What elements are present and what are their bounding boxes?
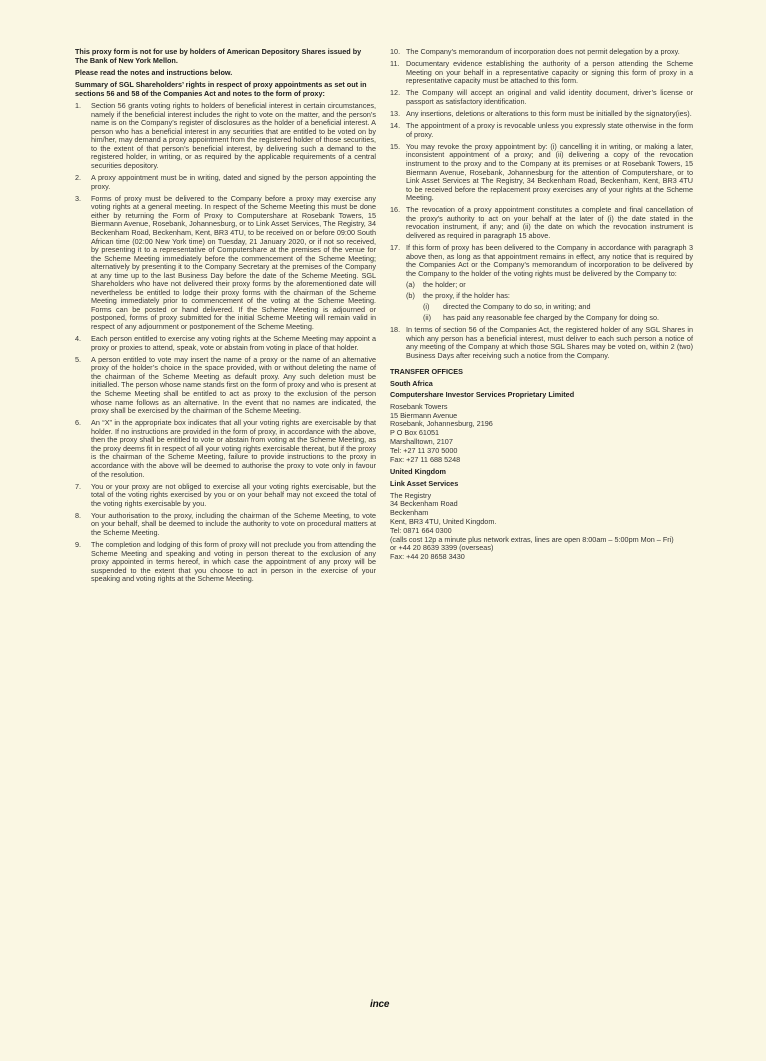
- uk-company: Link Asset Services: [390, 479, 459, 489]
- uk-heading: United Kingdom: [390, 467, 446, 477]
- address-line: Rosebank Towers: [390, 401, 448, 411]
- note-number: 12.: [390, 88, 401, 98]
- note-item: [75, 356, 376, 416]
- note-text: Section 56 grants voting rights to holders of beneficial interest in certain circumstances, namely if the beneficial interest includes the right to vote on the matter, and the person’s name is on the Company’s register of disclosures as the holder of a beneficial interest. A person who has a beneficial interest in any securities that are entitled to be voted on by him/her, may demand a proxy appointment from the registered holder of those securities, to the extent of that person’s beneficial interest, by delivering such a demand to the registered holder, in writing, or as required by the applicable requirements of a central securities depository.: [91, 101, 376, 170]
- note-number: 1.: [75, 101, 82, 111]
- note-number: 17.: [390, 243, 401, 253]
- sa-address: [390, 403, 693, 465]
- intro-line-1: This proxy form is not for use by holders of American Depository Shares issued by The Bank of New York Mellon.: [75, 47, 362, 65]
- note-item: [75, 512, 376, 538]
- note-item: [75, 419, 376, 479]
- note-text: You or your proxy are not obliged to exercise all your voting rights exercisable, but the total of the voting rights exercised by you or on your behalf may not exceed the total of the voting rights exercisable by you.: [91, 481, 376, 508]
- note-item: [390, 122, 693, 139]
- address-line: Fax: +27 11 688 5248: [390, 454, 461, 464]
- note-number: 6.: [75, 418, 82, 428]
- subsub-text: has paid any reasonable fee charged by the Company for doing so.: [443, 312, 660, 322]
- sub-item: [406, 292, 693, 301]
- note-number: 9.: [75, 540, 82, 550]
- address-line: Fax: +44 20 8658 3430: [390, 552, 465, 562]
- address-line: Marshalltown, 2107: [390, 437, 453, 447]
- note-item: [75, 541, 376, 584]
- note-text: The Company’s memorandum of incorporation does not permit delegation by a proxy.: [406, 47, 680, 56]
- note-number: 11.: [390, 59, 400, 69]
- address-line: or +44 20 8639 3399 (overseas): [390, 543, 494, 553]
- sa-company: Computershare Investor Services Proprietary Limited: [390, 390, 575, 400]
- subsub-label: (i): [423, 301, 430, 311]
- note-text: Documentary evidence establishing the authority of a person attending the Scheme Meeting on your behalf in a representative capacity or signing this form of proxy in a representative capacity must be attached to this form.: [406, 59, 693, 86]
- address-line: 34 Beckenham Road: [390, 499, 458, 509]
- sub-label: (a): [406, 279, 415, 289]
- note-number: 10.: [390, 47, 401, 56]
- sa-heading: South Africa: [390, 378, 433, 388]
- address-line: 15 Biermann Avenue: [390, 410, 458, 420]
- note-text: Forms of proxy must be delivered to the Company before a proxy may exercise any voting rights at a general meeting. In respect of the Scheme Meeting this must be done either by returning the Form of Proxy to Computershare at Rosebank Towers, 15 Biermann Avenue, Rosebank, Johannesburg, or to Link Asset Services, The Registry, 34 Beckenham Road, Beckenham, Kent, BR3 4TU, to be received on or before 09:00 South African time (02:00 New York time) on Tuesday, 21 January 2020, or if not so received, by presenting it to a representative of Computershare at the premises of the venue for the Scheme Meeting immediately before the commencement of the Scheme Meeting; alternatively by presenting it to the Company Secretary at the premises of the Company at any time up to the last Business Day before the date of the Scheme Meeting. SGL Shareholders who have not delivered their proxy forms by the aforementioned date will nevertheless be entitled to lodge their proxy forms with the chairman of the Scheme Meeting immediately prior to commencement of the voting at the Scheme Meeting. Forms can be posted or hand delivered. If the Scheme Meeting is adjourned or postponed, forms of proxy submitted for the initial Scheme Meeting will remain valid in respect of any adjournment or postponement of the Scheme Meeting.: [91, 193, 376, 331]
- note-text: The Company will accept an original and valid identity document, driver’s license or passport as satisfactory identification.: [406, 88, 693, 106]
- note-item: [390, 60, 693, 86]
- sub-text: the proxy, if the holder has:: [423, 290, 510, 300]
- note-number: 18.: [390, 325, 401, 335]
- note-number: 7.: [75, 481, 82, 491]
- address-line: P O Box 61051: [390, 428, 440, 438]
- sub-item: [406, 281, 693, 290]
- note-item: [390, 48, 693, 57]
- address-line: Beckenham: [390, 508, 429, 518]
- note-text: In terms of section 56 of the Companies Act, the registered holder of any SGL Shares in which any person has a beneficial interest, must deliver to each such person a notice of any meeting of the Company at which those SGL Shares may be voted on, within 2 (two) Business Days after receiving such a notice from the Company.: [406, 325, 693, 360]
- subsub-text: directed the Company to do so, in writing; and: [443, 301, 591, 311]
- subsub-label: (ii): [423, 312, 432, 322]
- note-sublist: [406, 281, 693, 323]
- note-body: [406, 244, 693, 322]
- note-number: 3.: [75, 193, 82, 203]
- note-text: A proxy appointment must be in writing, dated and signed by the person appointing the proxy.: [91, 173, 376, 191]
- note-item: [390, 143, 693, 203]
- note-text: An “X” in the appropriate box indicates that all your voting rights are exercisable by that holder. If no instructions are provided in the form of proxy, in accordance with the above, then the proxy shall be entitled to vote or abstain from voting at the Scheme Meeting, as the proxy deems fit in respect of all your voting rights exercisable thereat, but if the proxy is the chairman of the Scheme Meeting, failure to provide instructions to the proxy in accordance with the above will be deemed to authorise the proxy to vote only in favour of the resolution.: [91, 418, 376, 479]
- note-number: 2.: [75, 173, 82, 183]
- sub-label: (b): [406, 290, 415, 300]
- address-line: (calls cost 12p a minute plus network extras, lines are open 8:00am – 5:00pm Mon – Fri): [390, 534, 674, 544]
- address-line: The Registry: [390, 490, 432, 500]
- address-line: Rosebank, Johannesburg, 2196: [390, 419, 493, 429]
- intro: [75, 48, 376, 98]
- note-text: The revocation of a proxy appointment constitutes a complete and final cancellation of the proxy’s authority to act on your behalf at the later of (i) the date stated in the revocation instrument, if any; and (ii) the date on which the revocation instrument is delivered as required in paragraph 15 above.: [406, 205, 693, 240]
- note-number: 15.: [390, 141, 401, 151]
- note-number: 16.: [390, 205, 401, 215]
- notes-list-left: [75, 102, 376, 584]
- uk-address: [390, 492, 693, 562]
- intro-line-3: Summary of SGL Shareholders’ rights in respect of proxy appointments as set out in sections 56 and 58 of the Companies Act and notes to the form of proxy:: [75, 80, 367, 98]
- note-text: A person entitled to vote may insert the name of a proxy or the name of an alternative proxy of the holder’s choice in the space provided, with or without deleting the name of the chairman of the Scheme Meeting as default proxy. Any such deletion must be initialled. The person whose name stands first on the form of proxy and who is present at the Scheme Meeting shall be entitled to act as proxy to the exclusion of the person whose name follows as an alternative. In the event that no names are indicated, the proxy shall be exercised by the chairman of the Scheme Meeting.: [91, 354, 376, 416]
- note-text: If this form of proxy has been delivered to the Company in accordance with paragraph 3 above then, as long as that appointment remains in effect, any notice that is required by the Companies Act or the Company’s memorandum of incorporation to be delivered by the Company to the holder of the voting rights must be delivered by the Company to:: [406, 243, 693, 278]
- note-item: [390, 110, 693, 119]
- note-text: The completion and lodging of this form of proxy will not preclude you from attending the Scheme Meeting and speaking and voting in person thereat to the exclusion of any proxy appointed in terms hereof, in which case the appointment of any proxy will be suspended to the extent that you choose to act in person in the exercise of your speaking and voting rights at the Scheme Meeting.: [91, 540, 376, 584]
- note-item: [390, 89, 693, 106]
- note-text: You may revoke the proxy appointment by: (i) cancelling it in writing, or making a later, inconsistent appointment of a proxy; and (ii) delivering a copy of the revocation instrument to the proxy and to the Company at its premises or at Rosebank Towers, 15 Biermann Avenue, Rosebank, Johannesburg for the attention of Computershare, or to Link Asset Services at The Registry, 34 Beckenham Road, Beckenham, Kent, BR3 4TU to be received before the replacement proxy exercises any of your rights at the Scheme Meeting.: [406, 141, 693, 203]
- address-line: Kent, BR3 4TU, United Kingdom.: [390, 516, 497, 526]
- note-item: [390, 206, 693, 240]
- note-item: [75, 174, 376, 191]
- note-text: Any insertions, deletions or alterations to this form must be initialled by the signatory(ies).: [406, 109, 692, 119]
- note-number: 8.: [75, 510, 82, 520]
- note-number: 13.: [390, 109, 401, 119]
- address-line: Tel: 0871 664 0300: [390, 525, 452, 535]
- intro-line-2: Please read the notes and instructions below.: [75, 67, 233, 77]
- note-item: [75, 483, 376, 509]
- note-item: [390, 326, 693, 360]
- sub-text: the holder; or: [423, 279, 466, 289]
- note-number: 4.: [75, 334, 82, 344]
- note-number: 14.: [390, 121, 401, 131]
- note-item: [75, 102, 376, 170]
- right-column: [390, 48, 693, 566]
- subsub-item: [406, 303, 693, 312]
- note-text: Each person entitled to exercise any voting rights at the Scheme Meeting may appoint a proxy or proxies to attend, speak, vote or abstain from voting in place of that holder.: [91, 334, 376, 352]
- note-item: [75, 195, 376, 332]
- note-number: 5.: [75, 354, 82, 364]
- note-text: Your authorisation to the proxy, including the chairman of the Scheme Meeting, to vote on your behalf, shall be deemed to include the authority to vote on procedural matters at the Scheme Meeting.: [91, 510, 376, 537]
- note-item: [390, 244, 693, 322]
- transfer-heading: TRANSFER OFFICES: [390, 367, 463, 377]
- subsub-item: [406, 314, 693, 323]
- left-column: [75, 48, 376, 587]
- address-line: Tel: +27 11 370 5000: [390, 445, 458, 455]
- printer-logo: ince: [370, 999, 390, 1010]
- notes-list-right: [390, 48, 693, 360]
- note-text: The appointment of a proxy is revocable unless you expressly state otherwise in the form of proxy.: [406, 121, 693, 139]
- note-item: [75, 335, 376, 352]
